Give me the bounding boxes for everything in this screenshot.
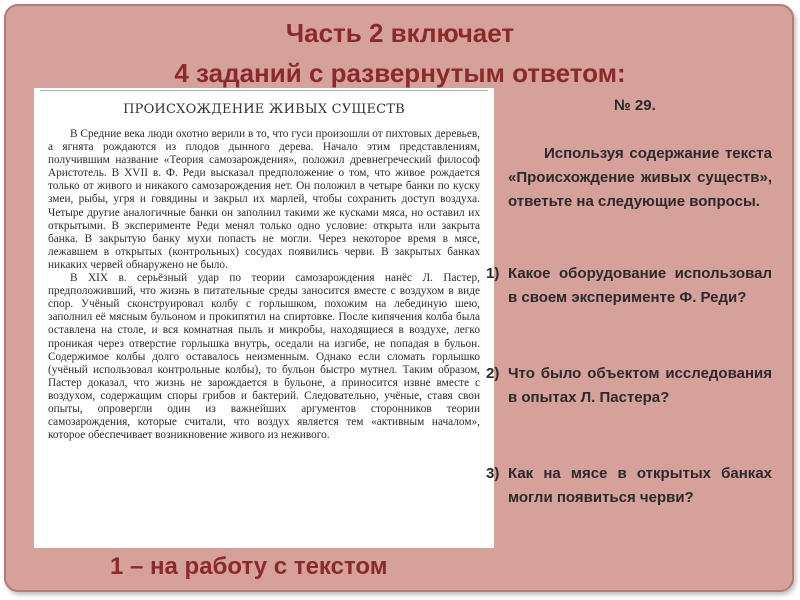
question-1-number: 1) — [486, 265, 500, 282]
document-body — [48, 128, 480, 442]
document-paragraph-1: В Средние века люди охотно верили в то, что гуси произошли от пихтовых деревьев, а ягнята рождаются из плодов дынного дерева. Начало этим представлениям, получившим название «Теория самозарождения», положил древнегреческий философ Аристотель. В XVII в. Ф. Реди высказал предположение о том, что живое рождается только от живого и никакого самозарождения нет. Он положил в четыре банки по куску змеи, рыбы, угря и говядины и закрыл их марлей, чтобы сохранить доступ воздуха. Четыре другие аналогичные банки он заполнил такими же кусками мяса, но оставил их открытыми. В эксперименте Реди менял только одно условие: открыта или закрыта банка. В закрытую банку мухи попасть не могли. Через некоторое время в мясе, лежавшем в открытых (контрольных) сосудах появились черви. В закрытых банках никаких червей обнаружено не было. — [48, 128, 480, 271]
question-2-number: 2) — [486, 365, 500, 382]
task-number: № 29. — [614, 97, 656, 114]
document-top-rule — [40, 90, 488, 91]
question-1 — [486, 262, 772, 310]
question-3-number: 3) — [486, 465, 500, 482]
question-2-text: Что было объектом исследования в опытах Л. Пастера? — [508, 365, 772, 406]
document-heading: ПРОИСХОЖДЕНИЕ ЖИВЫХ СУЩЕСТВ — [123, 102, 405, 117]
question-3 — [486, 462, 772, 510]
slide-title-line1: Часть 2 включает — [285, 18, 515, 48]
task-intro: Используя содержание текста «Происхождение живых существ», ответьте на следующие вопросы. — [508, 145, 772, 210]
footer-caption: 1 – на работу с текстом — [110, 553, 388, 580]
document-paragraph-2: В XIX в. серьёзный удар по теории самозарождения нанёс Л. Пастер, предположивший, что жизнь в питательные среды заносится вместе с воздухом в виде спор. Учёный сконструировал колбу с горлышком, похожим на лебединую шею, заполнил её мясным бульоном и прокипятил на спиртовке. После кипячения колба была оставлена на столе, и вся комнатная пыль и микробы, находящиеся в воздухе, легко проникая через отверстие горлышка внутрь, оседали на изгибе, не попадая в бульон. Содержимое колбы долго оставалось неизменным. Однако если сломать горлышко (учёный использовал контрольные колбы), то бульон быстро мутнел. Таким образом, Пастер доказал, что жизнь не зарождается в бульоне, а приносится извне вместе с воздухом, содержащим споры грибов и бактерий. Следовательно, учёные, ставя свои опыты, опровергли один из важнейших аргументов сторонников теории самозарождения, которые считали, что воздух является тем «активным началом», которое обеспечивает возникновение живого из неживого. — [48, 272, 480, 442]
question-2 — [486, 362, 772, 410]
question-3-text: Как на мясе в открытых банках могли появиться черви? — [508, 465, 772, 506]
slide-title-line2: 4 заданий с развернутым ответом: — [174, 58, 626, 88]
question-1-text: Какое оборудование использовал в своем эксперименте Ф. Реди? — [508, 265, 772, 306]
text-document-image — [34, 88, 494, 548]
